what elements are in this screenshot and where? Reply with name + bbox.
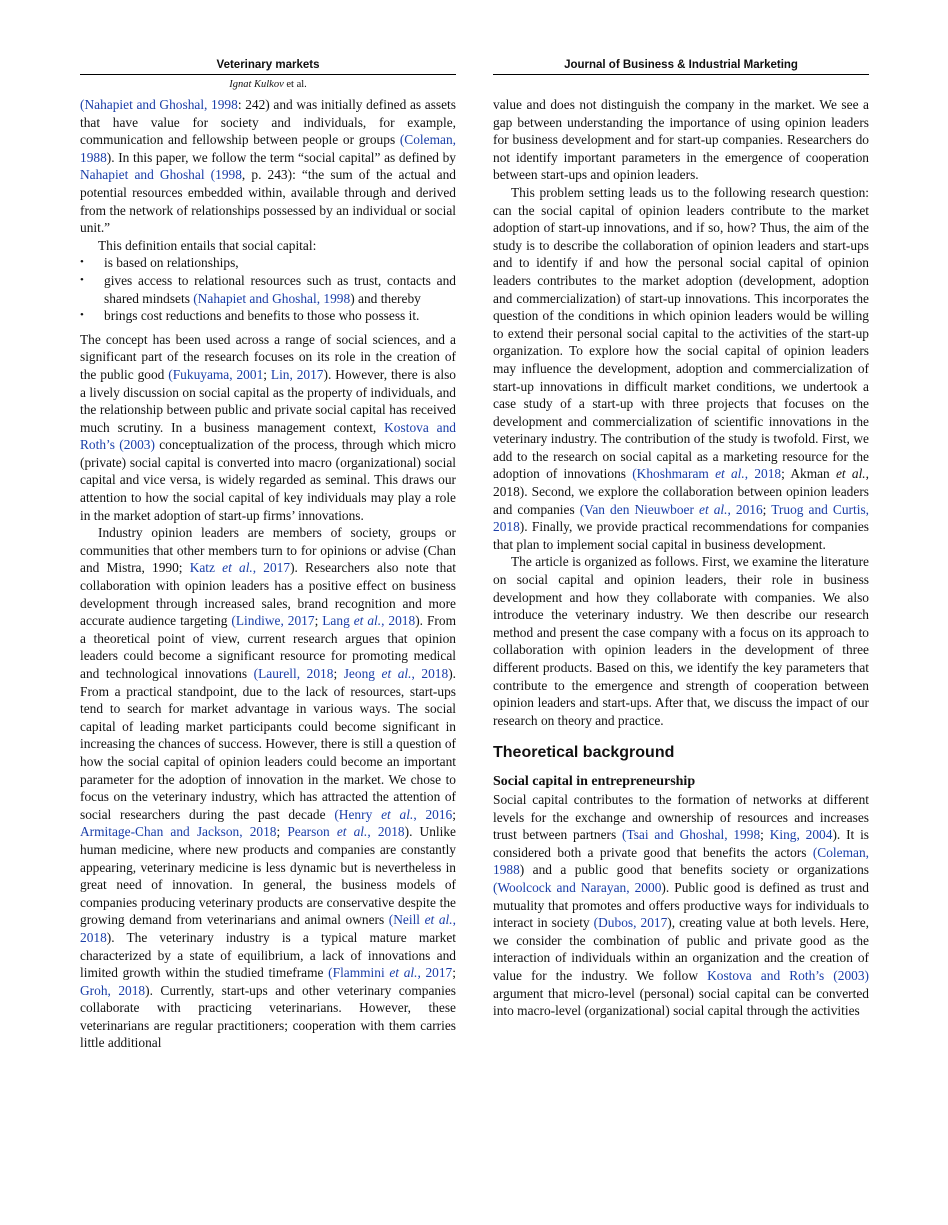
text-run: argument that micro-level (personal) social capital can be converted into macro-level (organizational) social capital through the activities: [493, 985, 869, 1019]
list-item: [80, 307, 456, 325]
text-run: : 242) and was initially defined as assets that have value for society and individuals, for example, communication and fellowship between people or groups: [80, 97, 456, 148]
citation-link[interactable]: (Laurell, 2018: [253, 666, 334, 681]
text-run: ;: [452, 806, 456, 822]
citation-link[interactable]: (Coleman, 1988: [493, 844, 869, 878]
citation-link[interactable]: Lin, 2017: [270, 366, 324, 382]
citation-link[interactable]: , 2018: [411, 666, 449, 681]
citation-link[interactable]: (Khoshmaram: [632, 466, 716, 482]
citation-link[interactable]: et al.: [336, 824, 368, 840]
citation-link[interactable]: et al.: [381, 666, 412, 681]
citation-link[interactable]: , 2018: [367, 824, 405, 840]
text-run: conceptualization of the process, through which micro (private) social capital is converted into macro (organizational) social capital and vice versa, is widely regarded as seminal. This draws our attention to how the social capital of key individuals may play a role in the market adoption of start-up firms’ innovations.: [80, 437, 456, 523]
text-run: The article is organized as follows. First, we examine the literature on social capital and opinion leaders, their role in business development and how they collaborate with companies. We also introduce the veterinary industry. We then describe our research method and present the case company with a focus on its approach to collaboration with opinion leaders in the development of three different products. Based on this, we identify the key parameters that contribute to the emergence and strength of cooperation between opinion leaders and start-ups. After that, we discuss the impact of our research on theory and practice.: [493, 554, 869, 728]
citation-link[interactable]: , 2016: [727, 501, 763, 517]
text-run: ;: [452, 965, 456, 981]
citation-link[interactable]: Jeong: [343, 666, 382, 681]
citation-link[interactable]: (Nahapiet and Ghoshal, 1998: [80, 97, 238, 112]
author-suffix: et al.: [283, 79, 307, 90]
citation-link[interactable]: (Fukuyama, 2001: [168, 366, 264, 382]
subsection-heading: Social capital in entrepreneurship: [493, 774, 696, 790]
paragraph: [493, 553, 869, 729]
text-run: is based on relationships,: [104, 255, 239, 271]
text-run: This definition entails that social capital:: [98, 237, 317, 253]
text-run: ). From a theoretical point of view, current research argues that opinion leaders could become a significant resource for promoting medical and technological innovations: [80, 613, 456, 681]
text-run: This problem setting leads us to the following research question: can the social capital of opinion leaders contribute to the market adoption of start-up innovations, and if so, how? Thus, the aim of the study is to describe the collaboration of opinion leaders and start-ups and to identify if and how the personal social capital of opinion leaders contributes to the market adoption (development, adoption and commercialization) of start-up innovations. This incorporates the question of the conditions in which opinion leaders would be willing to extend their personal social capital to the activities of the start-up organization. To explore how the social capital of opinion leaders may influence the development, adoption and commercialization of start-up innovations in difficult market conditions, we undertook a case study of a start-up with three projects that focuses on the development and commercialization of scientific innovations in the veterinary industry. The contribution of the study is twofold. First, we add to the research on social capital as a marketing resource for the adoption of innovations: [493, 184, 869, 482]
text-run: ). It is considered both a private good that benefits the actors: [493, 827, 869, 860]
text-run: ;: [762, 501, 772, 517]
citation-link[interactable]: Katz: [189, 560, 223, 576]
text-run: ;: [263, 366, 271, 382]
running-title-left: Veterinary markets: [216, 59, 320, 71]
citation-link[interactable]: Truog and Curtis, 2018: [493, 501, 870, 535]
text-run: , p. 243): “the sum of the actual and potential resources embedded within, available through and derived from the network of relationships possessed by an individual or social unit.”: [80, 167, 456, 236]
text-run: , 2018). Second, we explore the collaboration between opinion leaders and companies: [493, 466, 870, 517]
paragraph: [493, 184, 869, 553]
citation-link[interactable]: , 2018: [381, 613, 416, 629]
text-run: ). Unlike human medicine, where new products and companies are constantly appearing, veterinary medicine is less dynamic but is nevertheless in great need of innovation. In general, the business models of companies producing veterinary products are conservative despite the growing demand from veterinarians and animal owners: [80, 824, 457, 928]
citation-link[interactable]: et al.: [222, 560, 253, 576]
text-run: ; Akman: [781, 466, 836, 482]
paragraph: [493, 96, 869, 184]
citation-link[interactable]: (Van den Nieuwboer: [579, 501, 699, 517]
citation-link[interactable]: , 2017: [417, 965, 453, 981]
text-run: ) and thereby: [350, 290, 421, 306]
text-run: gives access to relational resources such as trust, contacts and shared mindsets: [104, 272, 456, 306]
citation-link[interactable]: King, 2004: [769, 827, 833, 843]
paragraph: [80, 331, 456, 525]
citation-link[interactable]: et al.: [699, 501, 728, 517]
text-run: ). Finally, we provide practical recommendations for companies that plan to implement social capital in business development.: [493, 519, 869, 552]
author-line: [80, 75, 456, 96]
citation-link[interactable]: et al.: [353, 613, 382, 629]
section-heading: Theoretical background: [493, 744, 675, 762]
citation-link[interactable]: et al.: [424, 912, 453, 928]
citation-link[interactable]: Groh, 2018: [80, 982, 146, 998]
text-run: Industry opinion leaders are members of society, groups or communities that other members turn to for opinions or advise (Chan and Mistra, 1990;: [80, 525, 456, 576]
citation-link[interactable]: , 2018: [744, 466, 782, 482]
running-title-right: Journal of Business & Industrial Marketing: [564, 59, 798, 71]
citation-link[interactable]: Nahapiet and Ghoshal (1998: [80, 167, 242, 183]
text-run: ;: [760, 827, 770, 843]
citation-link[interactable]: Lang: [322, 613, 354, 629]
citation-link[interactable]: Kostova and Roth’s (2003): [80, 419, 456, 453]
citation-link[interactable]: (Coleman, 1988: [80, 132, 456, 165]
text-run: ). From a practical standpoint, due to the lack of resources, start-ups tend to search for market advantage in various ways. The social capital of leading market participants could become significant in increasing the chances of success. However, there is still a question of how the social capital of opinion leaders could become an important parameter for the adoption of innovation in the market. We chose to focus on the veterinary industry, which has attracted the attention of social researchers during the past decade: [80, 666, 456, 822]
paragraph: [493, 791, 869, 1020]
text-run: ). However, there is also a lively discussion on social capital as the property of individuals, and the relationship between public and private social capital has received much scrutiny. In a business management context,: [80, 366, 456, 435]
text-run: et al.: [835, 466, 866, 482]
text-run: brings cost reductions and benefits to those who possess it.: [104, 308, 420, 324]
text-run: ), creating value at both levels. Here, we consider the combination of public and private good as the interaction of individuals within an organization and the creation of value for the industry. We follow: [493, 915, 869, 983]
citation-link[interactable]: , 2018: [80, 912, 456, 945]
right-column: [493, 58, 869, 1020]
citation-link[interactable]: (Tsai and Ghoshal, 1998: [622, 827, 761, 843]
text-run: ;: [276, 824, 288, 840]
left-column: [80, 58, 456, 1052]
text-run: ). Public good is defined as trust and mutuality that promotes and offers productive ways for individuals to interact in society: [493, 879, 869, 931]
citation-link[interactable]: , 2017: [252, 560, 291, 576]
citation-link[interactable]: (Henry: [334, 806, 382, 822]
list-item: [80, 254, 456, 272]
text-run: ). Researchers also note that collaboration with opinion leaders has a positive effect on business development through increased sales, brand recognition and more accurate audience targeting: [80, 560, 456, 629]
paragraph: [80, 96, 456, 237]
citation-link[interactable]: Kostova and Roth’s (2003): [707, 967, 869, 983]
citation-link[interactable]: (Nahapiet and Ghoshal, 1998: [193, 290, 351, 306]
citation-link[interactable]: (Flammini: [328, 965, 390, 981]
citation-link[interactable]: (Neill: [388, 912, 425, 928]
citation-link[interactable]: et al.: [389, 965, 418, 981]
text-run: ). The veterinary industry is a typical mature market characterized by a state of equilibrium, a lack of innovations and limited growth within the studied timeframe: [80, 929, 456, 981]
author-name: Ignat Kulkov: [229, 79, 284, 90]
citation-link[interactable]: Pearson: [287, 824, 337, 840]
paragraph: [80, 237, 456, 255]
citation-link[interactable]: Armitage-Chan and Jackson, 2018: [80, 824, 277, 840]
text-run: ). Currently, start-ups and other veterinary companies collaborate with practicing veterinarians. However, these veterinarians are regular practitioners; cooperation with them carries little additional: [80, 982, 456, 1051]
citation-link[interactable]: et al.: [715, 466, 745, 482]
list-item: [80, 272, 456, 307]
citation-link[interactable]: et al.: [381, 806, 414, 822]
paragraph: [80, 524, 456, 1052]
citation-link[interactable]: (Woolcock and Narayan, 2000: [493, 879, 662, 895]
citation-link[interactable]: (Lindiwe, 2017: [231, 613, 315, 629]
text-run: The concept has been used across a range of social sciences, and a significant part of the research focuses on its role in the creation of the public good: [80, 331, 456, 382]
text-run: value and does not distinguish the company in the market. We see a gap between understanding the importance of using opinion leaders for business development and for start-up companies. Researchers do not identify important parameters in the emergence of cooperation between start-ups and opinion leaders.: [493, 97, 869, 183]
text-run: ). In this paper, we follow the term “social capital” as defined by: [106, 149, 456, 165]
text-run: ;: [333, 666, 344, 681]
bullet-list: [80, 254, 456, 324]
text-run: Social capital contributes to the formation of networks at different levels for the exchange and ownership of resources and increases trust between partners: [493, 791, 869, 843]
text-run: ) and a public good that benefits society or organizations: [519, 862, 869, 878]
citation-link[interactable]: , 2016: [413, 806, 453, 822]
header-rule-right: [493, 74, 869, 75]
text-run: ;: [314, 613, 323, 629]
citation-link[interactable]: (Dubos, 2017: [593, 915, 668, 931]
